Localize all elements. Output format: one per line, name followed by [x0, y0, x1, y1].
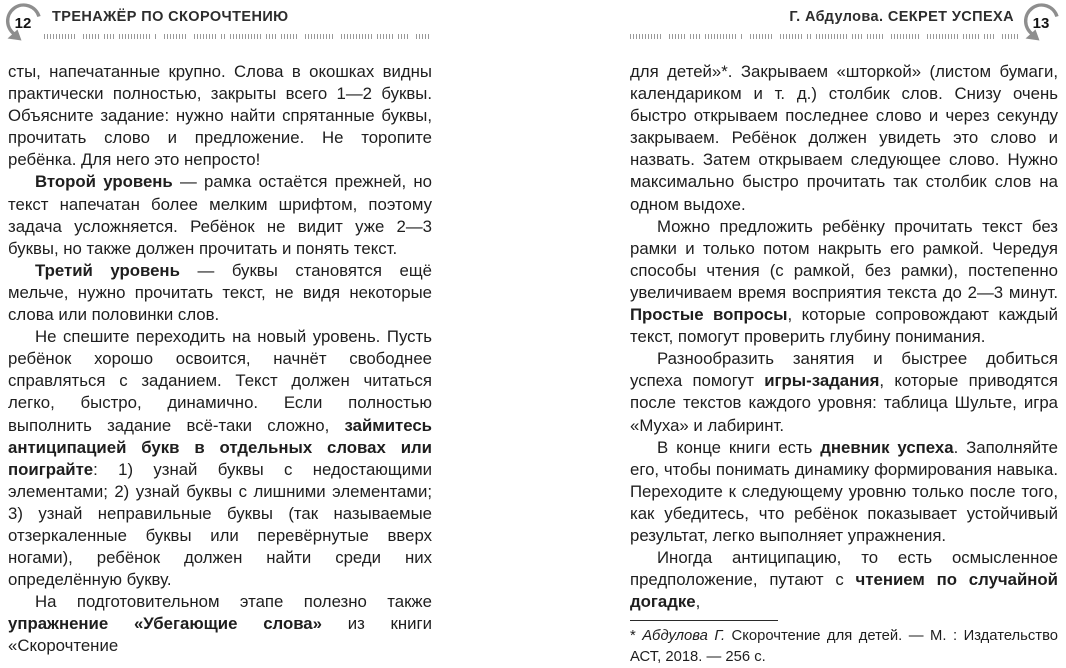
text-run: Можно предложить ребёнку прочитать текст без рамки и только потом накрыть его рамкой. Чередуя способы чтения (с рамкой, без рамки), постепенно увеличиваем время восприятия текста до 2—3 минут.	[630, 216, 1058, 302]
text-run: В конце книги есть	[657, 437, 821, 457]
page-right-header	[630, 0, 1058, 48]
text-run: Не спешите переходить на новый уровень. Пусть ребёнок хорошо освоится, начнёт свободнее справляться с заданием. Текст должен читаться легко, быстро, динамично. Если полностью выполнить задание всё-таки сложно,	[8, 327, 432, 435]
text-run: : 1) узнай буквы с недостающими элементами; 2) узнай буквы с лишними элементами; 3) узнай неправильные буквы (так называемые отзеркаленные буквы или перевёрнутые вверх ногами), ребёнок должен найти среди них определённую букву.	[8, 459, 432, 590]
paragraph	[8, 260, 432, 326]
paragraph	[8, 326, 432, 591]
text-run: , которые сопровождают каждый текст, помогут проверить глубину понимания.	[630, 305, 1058, 347]
text-run: . Заполняйте его, чтобы понимать динамику формирования навыка. Переходите к следующему уровню только после того, как убедитесь, что ребёнок показывает устойчивый результат, легко выполняет упражнения.	[630, 437, 1058, 545]
text-run: для детей»*. Закрываем «шторкой» (листом бумаги, календариком и т. д.) столбик слов. Снизу очень быстро открываем последнее слово и через секунду закрываем. Ребёнок должен увидеть это слово и назвать. Затем открываем следующее слово. Нужно максимально быстро прочитать так столбик слов на одном выдохе.	[630, 62, 1058, 214]
text-run: Абдулова Г.	[642, 628, 726, 645]
text-run: из книги «Скорочтение	[8, 614, 433, 656]
page-number: 13	[1032, 14, 1050, 32]
paragraph	[630, 216, 1058, 349]
text-run: , которые приводятся после текстов каждого уровня: таблица Шульте, игра «Муха» и лабиринт.	[630, 371, 1058, 435]
text-run: *	[630, 628, 643, 645]
text-run: Простые вопросы	[630, 305, 788, 325]
page-left	[8, 0, 433, 656]
text-run: ,	[695, 592, 701, 612]
running-head-right: Г. Абдулова. СЕКРЕТ УСПЕХА	[789, 9, 1014, 25]
footnote	[630, 620, 1058, 668]
paragraph	[630, 61, 1058, 216]
text-run: дневник успеха	[820, 437, 954, 457]
page-right	[630, 0, 1058, 666]
paragraph	[8, 591, 432, 657]
page-number-badge-left	[2, 2, 44, 44]
body-text-left	[8, 61, 433, 656]
tick-divider-left	[44, 34, 430, 39]
tick-divider-right	[630, 34, 1018, 39]
text-run: Третий уровень	[35, 260, 180, 280]
text-run: Второй уровень	[35, 172, 173, 192]
paragraph	[630, 437, 1058, 547]
page-left-header	[8, 0, 432, 48]
text-run: Иногда антиципацию, то есть осмысленное предположение, путают с	[630, 548, 1058, 590]
page-number-badge-right	[1020, 2, 1062, 44]
paragraph	[8, 61, 432, 171]
text-run: На подготовительном этапе полезно также	[35, 592, 432, 612]
paragraph-container	[630, 61, 1058, 613]
paragraph	[8, 171, 432, 259]
page-number: 12	[14, 14, 32, 32]
text-run: упражнение «Убегающие слова»	[8, 614, 322, 634]
paragraph	[630, 547, 1058, 613]
paragraph	[630, 348, 1058, 436]
running-head-left: ТРЕНАЖЁР ПО СКОРОЧТЕНИЮ	[52, 9, 289, 25]
text-run: чтением по случайной догадке	[630, 570, 1058, 612]
text-run: игры-задания	[764, 371, 880, 391]
text-run: Скорочтение для детей. — М. : Издательство АСТ, 2018. — 256 с.	[630, 628, 1058, 666]
body-text-right	[630, 61, 1058, 666]
footnote-text	[630, 626, 1058, 668]
text-run: займитесь антиципацией букв в отдельных словах или поиграйте	[8, 415, 432, 479]
text-run: — буквы становятся ещё мельче, нужно прочитать текст, не видя некоторые слова или половинки слов.	[8, 260, 432, 325]
text-run: — рамка остаётся прежней, но текст напечатан более мелким шрифтом, поэтому задача усложняется. Ребёнок не видит уже 2—3 буквы, но также должен прочитать и понять текст.	[8, 172, 432, 258]
text-run: Разнообразить занятия и быстрее добиться успеха помогут	[630, 349, 1058, 391]
footnote-rule	[630, 620, 778, 621]
text-run: сты, напечатанные крупно. Слова в окошках видны практически полностью, закрыты всего 1—2 буквы. Объясните задание: нужно найти спрятанные буквы, прочитать слово и предложение. Не торопите ребёнка. Для него это непросто!	[8, 62, 432, 170]
